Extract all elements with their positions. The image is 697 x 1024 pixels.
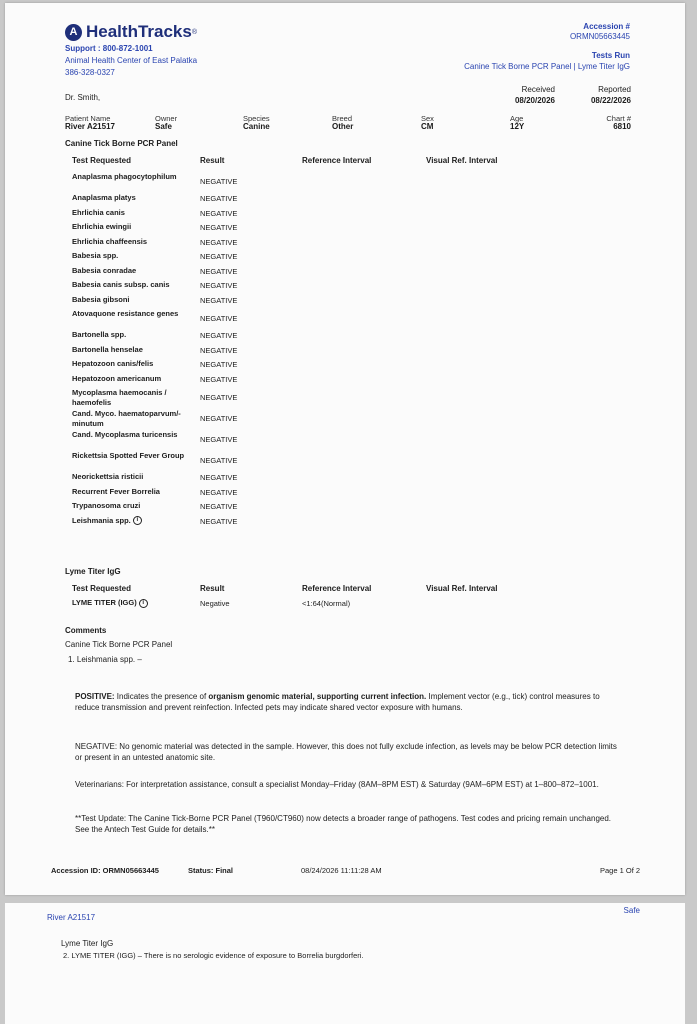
page2-section: Lyme Titer IgG: [61, 939, 114, 948]
panel1-row-test-name: Neorickettsia risticii: [72, 472, 144, 481]
clinic-name: Animal Health Center of East Palatka: [65, 56, 198, 65]
footer-page: Page 1 Of 2: [600, 866, 641, 875]
panel1-row-test-name: Anaplasma phagocytophilum: [72, 172, 177, 181]
reported-value: 08/22/2026: [590, 96, 631, 105]
panel1-row-test-name: Leishmania spp. i: [72, 516, 197, 526]
panel1-row-result: NEGATIVE: [200, 516, 238, 526]
panel1-row-result: NEGATIVE: [200, 502, 238, 511]
clinic-phone: 386-328-0327: [65, 68, 115, 77]
panel1-row-test-name: Cand. Myco. haematoparvum/-minutum: [72, 409, 181, 428]
panel1-row-test-name: Hepatozoon canis/felis: [72, 359, 154, 368]
panel1-row-result: NEGATIVE: [200, 456, 238, 465]
panel1-row-result: NEGATIVE: [200, 281, 238, 290]
panel2-col-result: Result: [200, 584, 225, 593]
page2-owner: Safe: [623, 906, 640, 915]
panel2-col-visual: Visual Ref. Interval: [426, 584, 498, 593]
sex-label: Sex: [421, 114, 434, 123]
panel1-row-test-name: Rickettsia Spotted Fever Group: [72, 451, 185, 460]
panel1-row-result: NEGATIVE: [200, 223, 238, 232]
info-icon[interactable]: i: [139, 599, 148, 608]
panel1-row-test-name: Anaplasma platys: [72, 193, 136, 202]
accession-label: Accession #: [583, 22, 630, 31]
patient-name: River A21517: [65, 122, 115, 131]
owner-value: Safe: [155, 122, 172, 131]
panel1-row-test-name: Ehrlichia canis: [72, 207, 125, 217]
panel1-row-result: NEGATIVE: [200, 345, 238, 355]
panel1-row-result: NEGATIVE: [200, 473, 238, 482]
breed-label: Breed: [332, 114, 353, 123]
info-icon[interactable]: i: [133, 516, 142, 525]
panel1-row-result: NEGATIVE: [200, 487, 238, 497]
panel1-row-test-name: Babesia canis subsp. canis: [72, 280, 170, 289]
panel1-row-test-name: Atovaquone resistance genes: [72, 309, 179, 318]
received-value: 08/20/2026: [514, 96, 555, 105]
footer-accession: Accession ID: ORMN05663445: [51, 866, 159, 875]
panel1-row-test-name: Ehrlichia ewingii: [72, 222, 132, 231]
panel1-row-result: NEGATIVE: [200, 177, 238, 186]
panel1-row-test-name: Ehrlichia chaffeensis: [72, 236, 148, 246]
support-line: Support : 800-872-1001: [65, 44, 153, 53]
owner-label: Owner: [155, 114, 178, 123]
brand-name: HealthTracks: [86, 22, 192, 41]
update-paragraph: **Test Update: The Canine Tick-Borne PCR Panel (T960/CT960) now detects a broader range of pathogens. Test codes and pricing remain unchanged. See the Antech Test Guide for details.**: [75, 814, 612, 834]
panel1-row-test-name: Recurrent Fever Borrelia: [72, 486, 160, 496]
comments-title: Comments: [65, 626, 107, 635]
panel1-row-result: NEGATIVE: [200, 393, 238, 402]
report-page-1: [5, 3, 685, 895]
chart-label: Chart #: [606, 114, 631, 123]
panel1-col-result: Result: [200, 156, 225, 165]
lyme-ref: <1:64(Normal): [302, 599, 351, 608]
panel1-row-result: NEGATIVE: [200, 237, 238, 247]
panel1-row-result: NEGATIVE: [200, 360, 238, 369]
breed-value: Other: [332, 122, 354, 131]
page2-patient: River A21517: [47, 913, 96, 922]
panel1-row-result: NEGATIVE: [200, 331, 238, 340]
age-value: 12Y: [510, 122, 525, 131]
comment-item-1: 1. Leishmania spp. –: [68, 655, 142, 664]
reported-label: Reported: [598, 85, 631, 94]
panel1-col-visual: Visual Ref. Interval: [426, 156, 498, 165]
panel1-col-ref: Reference Interval: [302, 156, 372, 165]
panel1-row-result: NEGATIVE: [200, 295, 238, 305]
panel1-row-result: NEGATIVE: [200, 414, 238, 423]
panel1-row-test-name: Trypanosoma cruzi: [72, 501, 141, 510]
panel1-row-test-name: Babesia conradae: [72, 265, 137, 275]
panel2-col-ref: Reference Interval: [302, 584, 372, 593]
panel1-row-test-name: Mycoplasma haemocanis / haemofelis: [72, 388, 167, 407]
panel1-title: Canine Tick Borne PCR Panel: [65, 139, 178, 148]
brand-logo: [65, 22, 197, 42]
panel1-row-test-name: Bartonella spp.: [72, 330, 127, 339]
age-label: Age: [510, 114, 524, 123]
lyme-test-name: LYME TITER (IGG) i: [72, 598, 148, 608]
doctor-name: Dr. Smith,: [65, 93, 101, 102]
panel1-row-test-name: Hepatozoon americanum: [72, 373, 162, 383]
panel2-col-test: Test Requested: [72, 584, 131, 593]
panel1-col-test: Test Requested: [72, 156, 131, 165]
panel2-title: Lyme Titer IgG: [65, 567, 121, 576]
chart-value: 6810: [613, 122, 631, 131]
negative-paragraph: NEGATIVE: No genomic material was detected in the sample. However, this does not fully exclude infection, as levels may be below PCR detection limits or present in an untested anatomic site.: [75, 742, 617, 762]
brand-mark: ®: [191, 28, 198, 36]
species-label: Species: [243, 114, 270, 123]
panel1-row-result: NEGATIVE: [200, 252, 238, 261]
footer-status: Status: Final: [188, 866, 234, 875]
panel1-row-test-name: Babesia spp.: [72, 251, 119, 260]
panel1-row-result: NEGATIVE: [200, 435, 238, 444]
sex-value: CM: [421, 122, 434, 131]
positive-paragraph: POSITIVE: Indicates the presence of organism genomic material, supporting current infection. Implement vector (e.g., tick) control measures to reduce transmission and prevent reinfection. Infected pets may indicate shared vector exposure with humans.: [75, 692, 600, 712]
panel1-row-result: NEGATIVE: [200, 374, 238, 384]
vets-paragraph: Veterinarians: For interpretation assistance, consult a specialist Monday–Friday (8AM–8PM EST) & Saturday (9AM–6PM EST) at 1–800–872–1001.: [75, 780, 599, 789]
panel1-row-test-name: Cand. Mycoplasma turicensis: [72, 430, 178, 439]
panel1-row-result: NEGATIVE: [200, 194, 238, 203]
accession-value: ORMN05663445: [569, 32, 630, 41]
lyme-result: Negative: [200, 599, 230, 608]
received-label: Received: [521, 85, 555, 94]
page2-item-2: 2. LYME TITER (IGG) – There is no serologic evidence of exposure to Borrelia burgdorferi.: [63, 951, 364, 960]
tests-run-label: Tests Run: [591, 51, 630, 60]
footer-timestamp: 08/24/2026 11:11:28 AM: [301, 866, 382, 875]
report-page-2: [5, 903, 685, 1024]
comments-panel: Canine Tick Borne PCR Panel: [65, 640, 173, 649]
panel1-row-result: NEGATIVE: [200, 208, 238, 218]
panel1-row-result: NEGATIVE: [200, 314, 238, 323]
species-value: Canine: [243, 122, 270, 131]
logo-a-icon: A: [65, 24, 82, 41]
patient-name-label: Patient Name: [65, 114, 111, 123]
panel1-row-result: NEGATIVE: [200, 266, 238, 276]
panel1-row-test-name: Babesia gibsoni: [72, 294, 130, 304]
panel1-row-test-name: Bartonella henselae: [72, 344, 143, 354]
tests-run-value: Canine Tick Borne PCR Panel | Lyme Titer IgG: [464, 62, 630, 71]
